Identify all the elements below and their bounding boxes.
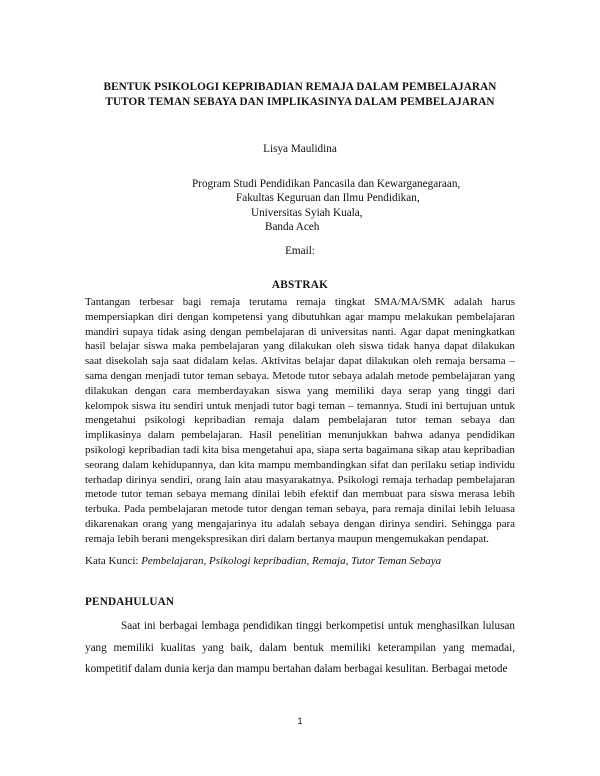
keywords [85, 555, 515, 567]
affiliation [192, 177, 460, 235]
introduction-heading: PENDAHULUAN [85, 596, 175, 608]
affiliation-university: Universitas Syiah Kuala, [251, 206, 363, 219]
affiliation-faculty: Fakultas Keguruan dan Ilmu Pendidikan, [236, 192, 420, 205]
paper-title [80, 80, 520, 110]
affiliation-city: Banda Aceh [265, 221, 320, 234]
abstract-text: Tantangan terbesar bagi remaja terutama remaja tingkat SMA/MA/SMK adalah harus mempersiapkan diri dengan kompetensi yang dibutuhkan agar mampu melakukan pembelajaran mandiri supaya tidak asing dengan pembelajaran di universitas nanti. Agar dapat meningkatkan hasil belajar siswa maka pembelajaran yang dilakukan oleh siswa tidak hanya dapat dilakukan saat disekolah saja saat didalam kelas. Aktivitas belajar dapat dilakukan oleh remaja bersama – sama dengan menjadi tutor teman sebaya. Metode tutor sebaya adalah metode pembelajaran yang dilakukan dengan cara memberdayakan siswa yang memiliki daya serap yang tinggi dari kelompok siswa itu sendiri untuk menjadi tutor bagi teman – temannya. Studi ini bertujuan untuk mengetahui psikologi kepribadian remaja dalam pembelajaran tutor teman sebaya dan implikasinya dalam pembelajaran. Hasil penelitian menunjukkan bahwa adanya pendidikan psikologi kepribadian tadi kita bisa mengetahui apa, siapa serta bagaimana sikap atau kepribadian seorang dalam kehidupannya, dan kita mampu membandingkan sifat dan perilaku setiap individu terhadap dirinya sendiri, orang lain atau masyarakatnya. Psikologi remaja terhadap pembelajaran metode tutor teman sebaya memang dinilai lebih efektif dan membuat para siswa merasa lebih terbuka. Pada pembelajaran metode tutor dengan teman sebaya, para remaja dinilai lebih leluasa dikarenakan orang yang mengajarinya itu adalah sebaya dengan dirinya sendiri. Sehingga para remaja lebih berani mengekspresikan diri dalam bertanya maupun mengemukakan pendapat. [85, 296, 515, 545]
introduction-text: Saat ini berbagai lembaga pendidikan tinggi berkompetisi untuk menghasilkan lulusan yang memiliki kualitas yang baik, dalam bentuk memiliki keterampilan yang memadai, kompetitif dalam dunia kerja dan mampu bertahan dalam berbagai kesulitan. Berbagai metode [85, 620, 515, 676]
page-number: 1 [297, 716, 303, 726]
affiliation-program: Program Studi Pendidikan Pancasila dan Kewarganegaraan, [192, 178, 461, 190]
keywords-terms: Pembelajaran, Psikologi kepribadian, Remaja, Tutor Teman Sebaya [141, 555, 442, 567]
email-label: Email: [285, 245, 315, 257]
abstract-heading: ABSTRAK [271, 279, 329, 291]
keywords-label: Kata Kunci: [85, 555, 142, 567]
author-name: Lisya Maulidina [263, 143, 337, 155]
title-line-2: TUTOR TEMAN SEBAYA DAN IMPLIKASINYA DALAM PEMBELAJARAN [105, 96, 495, 108]
title-line-1: BENTUK PSIKOLOGI KEPRIBADIAN REMAJA DALAM PEMBELAJARAN [103, 81, 497, 93]
